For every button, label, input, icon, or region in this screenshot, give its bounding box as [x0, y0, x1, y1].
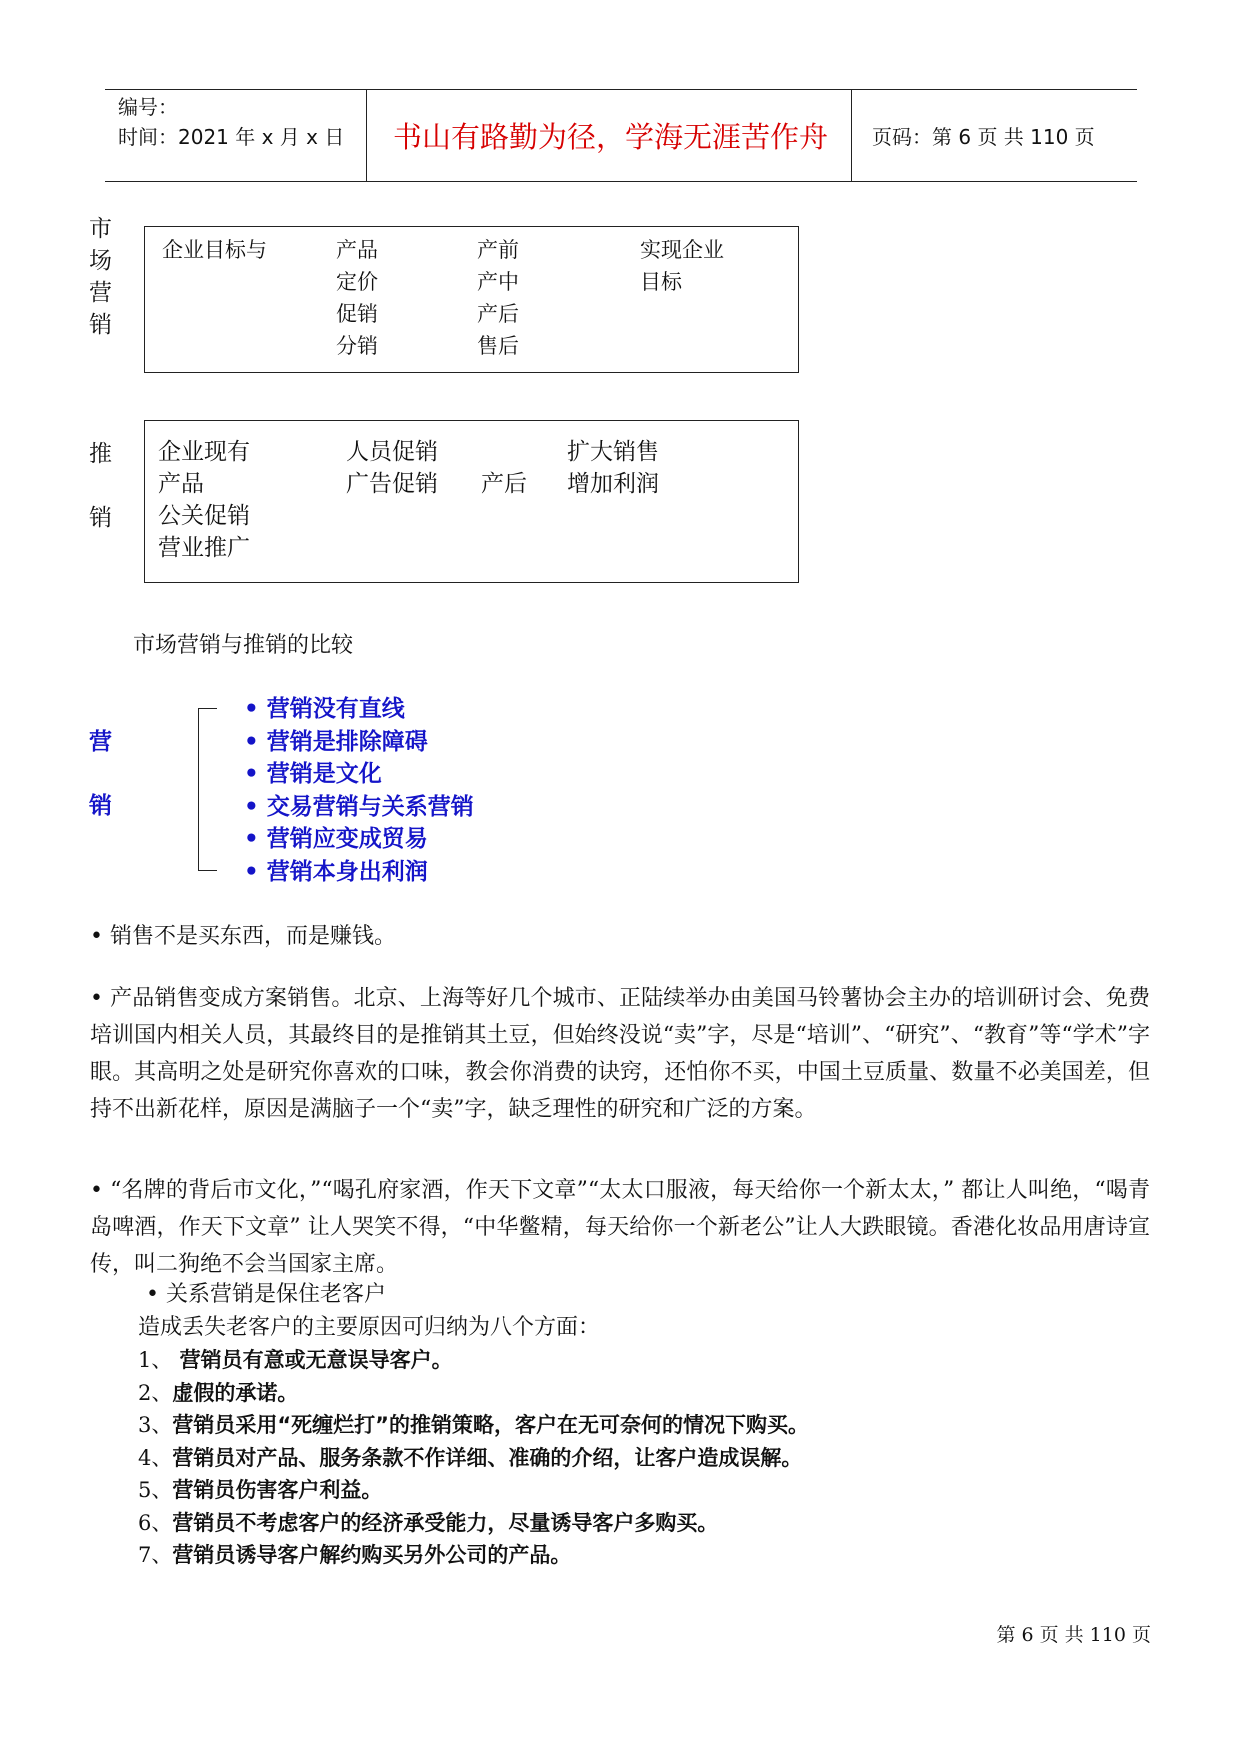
- reason-item: 3、营销员采用“死缠烂打”的推销策略，客户在无可奈何的情况下购买。: [138, 1413, 809, 1437]
- comparison-caption: 市场营销与推销的比较: [133, 633, 354, 658]
- marketing-points-bracket: [198, 708, 217, 871]
- header-motto: 书山有路勤为径，学海无涯苦作舟: [393, 120, 829, 154]
- paragraph-5: 造成丢失老客户的主要原因可归纳为八个方面：: [138, 1315, 601, 1340]
- marketing-point: • 营销应变成贸易: [244, 826, 428, 852]
- reason-item: 4、营销员对产品、服务条款不作详细、准确的介绍，让客户造成误解。: [138, 1445, 803, 1470]
- header-left: [118, 92, 344, 152]
- marketing-col-stage: 产前 产中 产后 售后: [477, 238, 519, 358]
- selling-col-stage: 产后: [481, 471, 527, 497]
- marketing-points-side-label: 营 销: [89, 729, 112, 819]
- reason-item: 2、虚假的承诺。: [138, 1380, 299, 1405]
- selling-col-method: 人员促销 广告促销: [346, 439, 438, 497]
- selling-col-result: 扩大销售 增加利润: [567, 439, 659, 497]
- marketing-point: • 营销是排除障碍: [244, 728, 428, 755]
- reason-item: 7、营销员诱导客户解约购买另外公司的产品。: [138, 1543, 572, 1567]
- page-footer: 第 6 页 共 110 页: [996, 1624, 1151, 1646]
- selling-side-label: 推 销: [89, 441, 112, 531]
- header-divider-left: [366, 89, 367, 181]
- code-label: 编号：: [118, 95, 178, 119]
- page-label: 页码：第 6 页 共 110 页: [872, 125, 1095, 149]
- header-divider-right: [851, 89, 852, 181]
- marketing-col-4p: 产品 定价 促销 分销: [336, 238, 378, 358]
- reasons-list: [138, 1344, 809, 1572]
- selling-col-product: 企业现有 产品 公关促销 营业推广: [158, 439, 250, 561]
- paragraph-2: • 产品销售变成方案销售。北京、上海等好几个城市、正陆续举办由美国马铃薯协会主办的培训研讨会、免费培训国内相关人员，其最终目的是推销其土豆，但始终没说“卖”字，尽是“培训”、“研究”、“教育”等“学术”字眼。其高明之处是研究你喜欢的口味，教会你消费的诀窍，还怕你不买，中国土豆质量、数量不必美国差，但持不出新花样，原因是满脑子一个“卖”字，缺乏理性的研究和广泛的方案。: [90, 986, 1150, 1122]
- marketing-col-result: 实现企业 目标: [640, 238, 724, 294]
- reason-item: 5、营销员伤害客户利益。: [138, 1478, 383, 1502]
- marketing-point: • 营销是文化: [244, 761, 382, 787]
- marketing-side-label: 市 场 营 销: [89, 216, 112, 338]
- marketing-points-list: [244, 693, 474, 888]
- marketing-point: • 交易营销与关系营销: [244, 793, 474, 820]
- header-bottom-rule: [105, 181, 1137, 182]
- marketing-col-goal: 企业目标与: [162, 238, 267, 262]
- paragraph-3: • “名牌的背后市文化，”“喝孔府家酒，作天下文章”“太太口服液，每天给你一个新太太，” 都让人叫绝，“喝青岛啤酒，作天下文章” 让人哭笑不得，“中华鳖精，每天给你一个新老公”让人大跌眼镜。香港化妆品用唐诗宣传，叫二狗绝不会当国家主席。: [90, 1178, 1150, 1277]
- header-top-rule: [105, 89, 1137, 90]
- marketing-point: • 营销本身出利润: [244, 858, 428, 885]
- time-label: 时间：2021 年 x 月 x 日: [118, 125, 345, 149]
- reason-item: 6、营销员不考虑客户的经济承受能力，尽量诱导客户多购买。: [138, 1510, 719, 1535]
- marketing-point: • 营销没有直线: [244, 696, 405, 722]
- paragraph-4: • 关系营销是保住老客户: [146, 1282, 386, 1307]
- reason-item: 1、 营销员有意或无意误导客户。: [138, 1348, 453, 1372]
- paragraph-1: • 销售不是买东西，而是赚钱。: [90, 924, 396, 949]
